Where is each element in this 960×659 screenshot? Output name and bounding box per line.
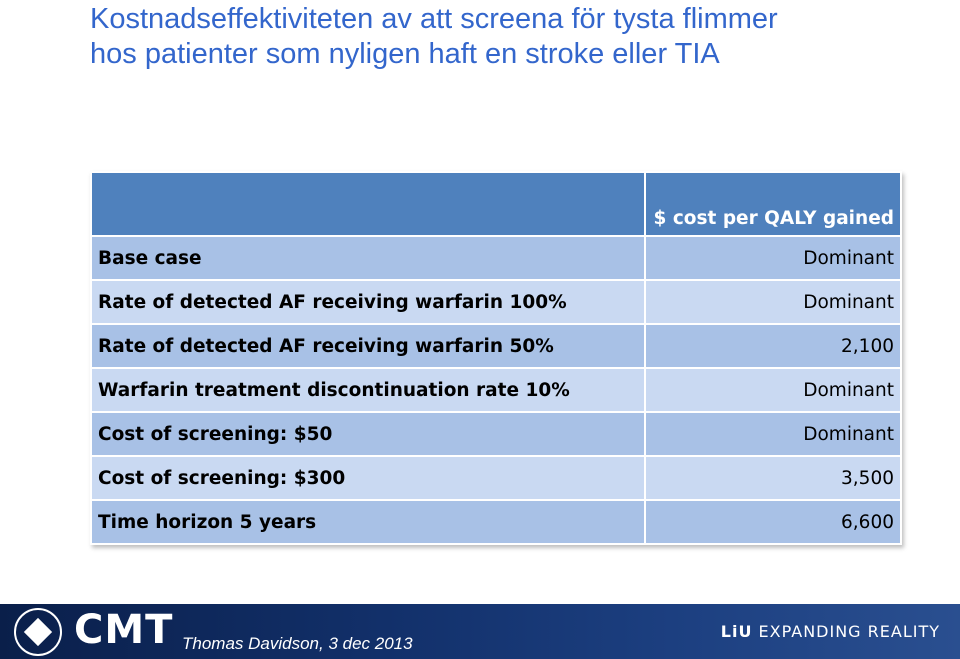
table-row xyxy=(91,456,901,500)
table-row xyxy=(91,324,901,368)
university-seal-icon xyxy=(14,608,62,656)
slide-title-line-2: hos patienter som nyligen haft en stroke eller TIA xyxy=(90,38,720,70)
table-row xyxy=(91,500,901,544)
row-value: Dominant xyxy=(645,236,901,280)
slide-title-line-1: Kostnadseffektiviteten av att screena för tysta flimmer xyxy=(90,3,778,35)
table-header-empty xyxy=(91,172,645,236)
row-label: Cost of screening: $50 xyxy=(91,412,645,456)
row-label: Time horizon 5 years xyxy=(91,500,645,544)
table-header-row xyxy=(91,172,901,236)
row-value: 6,600 xyxy=(645,500,901,544)
row-value: Dominant xyxy=(645,368,901,412)
results-table xyxy=(90,171,902,545)
liu-brand-logo xyxy=(721,622,940,641)
row-value: 3,500 xyxy=(645,456,901,500)
liu-brand-bold: LiU xyxy=(720,622,753,641)
table-row xyxy=(91,368,901,412)
row-label: Rate of detected AF receiving warfarin 100% xyxy=(91,280,645,324)
row-label: Cost of screening: $300 xyxy=(91,456,645,500)
row-value: Dominant xyxy=(645,280,901,324)
row-label: Rate of detected AF receiving warfarin 50% xyxy=(91,324,645,368)
liu-brand-tagline: EXPANDING REALITY xyxy=(758,622,940,641)
footer-banner xyxy=(0,604,960,659)
cmt-logo: CMT xyxy=(74,607,174,653)
table-header-cost: $ cost per QALY gained xyxy=(645,172,901,236)
slide-title xyxy=(90,2,950,72)
table-row xyxy=(91,236,901,280)
row-label: Warfarin treatment discontinuation rate 10% xyxy=(91,368,645,412)
row-value: Dominant xyxy=(645,412,901,456)
row-label: Base case xyxy=(91,236,645,280)
footer-author: Thomas Davidson, 3 dec 2013 xyxy=(182,634,413,653)
row-value: 2,100 xyxy=(645,324,901,368)
table-row xyxy=(91,280,901,324)
table-row xyxy=(91,412,901,456)
